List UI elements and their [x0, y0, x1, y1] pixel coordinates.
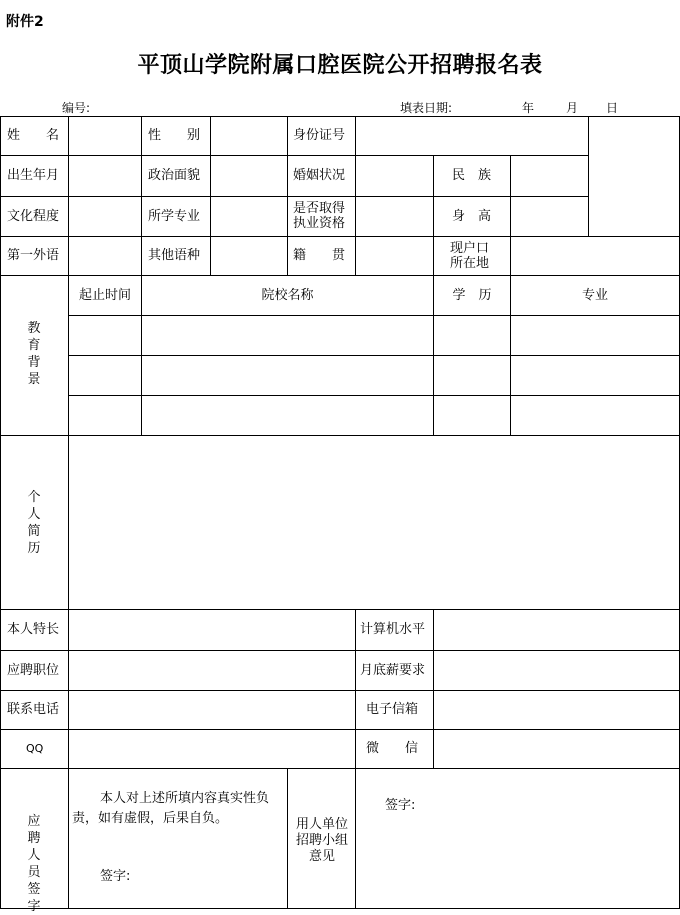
- education-level-input[interactable]: [69, 197, 141, 236]
- phone-label: 联系电话: [7, 702, 60, 717]
- education-level-label: 文化程度: [7, 208, 60, 224]
- resume-input[interactable]: [69, 436, 679, 609]
- resume-section-label: 个人简历: [27, 490, 41, 556]
- committee-line1: 用人单位: [295, 817, 348, 832]
- computer-level-input[interactable]: [434, 610, 679, 650]
- name-input[interactable]: [69, 117, 141, 155]
- residence-label-line1: 现户口: [450, 241, 490, 256]
- id-number-label: 身份证号: [293, 128, 346, 143]
- wechat-label: 微 信: [366, 741, 419, 756]
- license-input[interactable]: [356, 197, 433, 236]
- position-label: 应聘职位: [7, 662, 60, 678]
- license-label-line2: 执业资格: [293, 216, 346, 231]
- phone-input[interactable]: [69, 691, 355, 729]
- edu-col-school: 院校名称: [261, 288, 314, 303]
- computer-level-label: 计算机水平: [360, 622, 426, 637]
- foreign-language-input[interactable]: [69, 237, 141, 275]
- declaration-text: 本人对上述所填内容真实性负责，如有虚假，后果自负。: [72, 791, 270, 826]
- page-title: 平顶山学院附属口腔医院公开招聘报名表: [137, 52, 543, 78]
- applicant-sign-label: 签字:: [100, 869, 131, 884]
- qq-label: QQ: [26, 742, 44, 755]
- residence-label-line2: 所在地: [450, 256, 490, 271]
- education-section-label: 教育背景: [27, 321, 41, 387]
- photo-box[interactable]: [589, 117, 679, 236]
- other-language-label: 其他语种: [148, 248, 201, 263]
- fill-date-label: 填表日期:: [400, 101, 453, 115]
- residence-input[interactable]: [511, 237, 679, 275]
- education-row[interactable]: [69, 356, 679, 395]
- education-row[interactable]: [69, 316, 679, 355]
- day-label: 日: [606, 101, 619, 115]
- residence-label: [450, 241, 510, 271]
- committee-opinion-input[interactable]: [356, 769, 679, 908]
- political-input[interactable]: [211, 156, 287, 196]
- month-label: 月: [566, 101, 579, 115]
- gender-input[interactable]: [211, 117, 287, 155]
- id-number-input[interactable]: [356, 117, 588, 155]
- major-input[interactable]: [211, 197, 287, 236]
- year-label: 年: [522, 101, 535, 115]
- native-place-input[interactable]: [356, 237, 433, 275]
- marital-input[interactable]: [356, 156, 433, 196]
- license-label: [293, 201, 355, 231]
- committee-line2: 招聘小组: [295, 833, 348, 848]
- native-place-label: 籍 贯: [293, 248, 346, 263]
- committee-sign-label: 签字:: [385, 798, 416, 813]
- salary-input[interactable]: [434, 651, 679, 690]
- height-label: 身 高: [452, 208, 492, 224]
- major-label: 所学专业: [148, 208, 201, 224]
- edu-col-major: 专业: [581, 288, 608, 303]
- other-language-input[interactable]: [211, 237, 287, 275]
- committee-opinion-label: [291, 817, 353, 865]
- serial-label: 编号:: [62, 101, 91, 115]
- name-label: 姓 名: [7, 128, 60, 143]
- marital-label: 婚姻状况: [293, 168, 346, 183]
- email-input[interactable]: [434, 691, 679, 729]
- height-input[interactable]: [511, 197, 588, 236]
- specialty-input[interactable]: [69, 610, 355, 650]
- wechat-input[interactable]: [434, 730, 679, 768]
- gender-label: 性 别: [148, 128, 201, 143]
- ethnicity-input[interactable]: [511, 156, 588, 196]
- license-label-line1: 是否取得: [293, 201, 346, 216]
- specialty-label: 本人特长: [7, 622, 60, 637]
- edu-col-degree: 学 历: [452, 288, 492, 303]
- ethnicity-label: 民 族: [452, 168, 492, 183]
- email-label: 电子信箱: [366, 702, 419, 717]
- birth-label: 出生年月: [7, 168, 60, 183]
- foreign-language-label: 第一外语: [7, 248, 60, 263]
- salary-label: 月底薪要求: [360, 662, 426, 678]
- political-label: 政治面貌: [148, 168, 201, 183]
- qq-input[interactable]: [69, 730, 355, 768]
- birth-input[interactable]: [69, 156, 141, 196]
- education-row[interactable]: [69, 396, 679, 435]
- attachment-label: 附件2: [6, 14, 44, 30]
- applicant-signature-label: 应聘人员签字: [27, 814, 41, 914]
- committee-line3: 意见: [308, 849, 335, 864]
- position-input[interactable]: [69, 651, 355, 690]
- edu-col-period: 起止时间: [78, 288, 131, 303]
